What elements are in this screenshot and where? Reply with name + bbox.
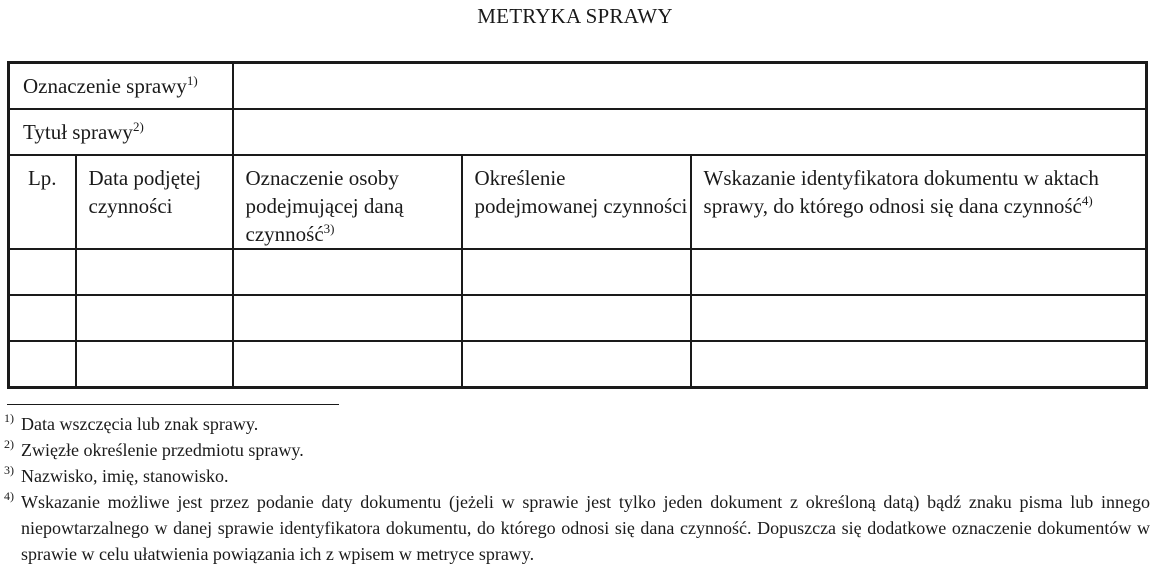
footnote-ref-3: 3) (323, 221, 335, 236)
column-header-lp (9, 155, 76, 249)
footnote-4 (4, 489, 1150, 567)
tytul-sprawy-value-cell[interactable] (233, 109, 1147, 155)
table-cell[interactable] (233, 341, 462, 388)
page-title: METRYKA SPRAWY (477, 4, 673, 28)
column-header-identyfikator (691, 155, 1147, 249)
footnote-text: Zwięzłe określenie przedmiotu sprawy. (21, 440, 304, 460)
column-header-osoba-text: Oznaczenie osoby podejmującej daną czynność (245, 166, 404, 246)
tytul-sprawy-text: Tytuł sprawy (23, 120, 133, 144)
footnote-mark: 2) (4, 437, 14, 451)
table-cell[interactable] (462, 249, 691, 295)
table-cell[interactable] (9, 249, 76, 295)
oznaczenie-sprawy-row (9, 63, 1147, 110)
table-cell[interactable] (462, 341, 691, 388)
footnote-3 (4, 463, 1150, 489)
oznaczenie-sprawy-label (9, 63, 233, 110)
footnote-text: Data wszczęcia lub znak sprawy. (21, 414, 259, 434)
column-header-row (9, 155, 1147, 249)
table-row (9, 341, 1147, 388)
column-header-data-text: Data podjętej czynności (88, 166, 202, 218)
table-cell[interactable] (233, 249, 462, 295)
table-row (9, 295, 1147, 341)
column-header-osoba (233, 155, 462, 249)
table-cell[interactable] (76, 295, 233, 341)
column-header-identyfikator-text: Wskazanie identyfikatora dokumentu w aktach sprawy, do którego odnosi się dana czynność (703, 166, 1099, 218)
table-cell[interactable] (76, 341, 233, 388)
metryka-table (7, 61, 1148, 389)
table-cell[interactable] (9, 341, 76, 388)
tytul-sprawy-row (9, 109, 1147, 155)
footnote-ref-4: 4) (1081, 193, 1093, 208)
footnote-text: Nazwisko, imię, stanowisko. (21, 466, 229, 486)
footnote-2 (4, 437, 1150, 463)
footnote-mark: 3) (4, 463, 14, 477)
table-cell[interactable] (9, 295, 76, 341)
table-row (9, 249, 1147, 295)
footnote-1 (4, 411, 1150, 437)
column-header-data (76, 155, 233, 249)
footnote-mark: 4) (4, 489, 14, 503)
oznaczenie-sprawy-value-cell[interactable] (233, 63, 1147, 110)
footnote-ref-2: 2) (132, 119, 144, 134)
table-cell[interactable] (691, 249, 1147, 295)
table-cell[interactable] (691, 341, 1147, 388)
footnote-text: Wskazanie możliwe jest przez podanie daty dokumentu (jeżeli w sprawie jest tylko jeden dokument z określoną datą) bądź znaku pisma lub innego niepowtarzalnego w danej sprawie identyfikatora dokumentu, do którego odnosi się dana czynność. Dopuszcza się dodatkowe oznaczenie dokumentów w sprawie w celu ułatwienia powiązania ich z wpisem w metryce sprawy. (21, 492, 1150, 564)
column-header-czynnosc-text: Określenie podejmowanej czynności (474, 166, 688, 218)
column-header-czynnosc (462, 155, 691, 249)
table-cell[interactable] (691, 295, 1147, 341)
footnote-mark: 1) (4, 411, 14, 425)
table-cell[interactable] (233, 295, 462, 341)
table-cell[interactable] (76, 249, 233, 295)
oznaczenie-sprawy-text: Oznaczenie sprawy (23, 74, 187, 98)
table-cell[interactable] (462, 295, 691, 341)
footnote-separator (7, 404, 339, 405)
column-header-lp-text: Lp. (27, 166, 57, 190)
tytul-sprawy-label (9, 109, 233, 155)
footnote-ref-1: 1) (186, 73, 198, 88)
footnotes (4, 411, 1150, 567)
